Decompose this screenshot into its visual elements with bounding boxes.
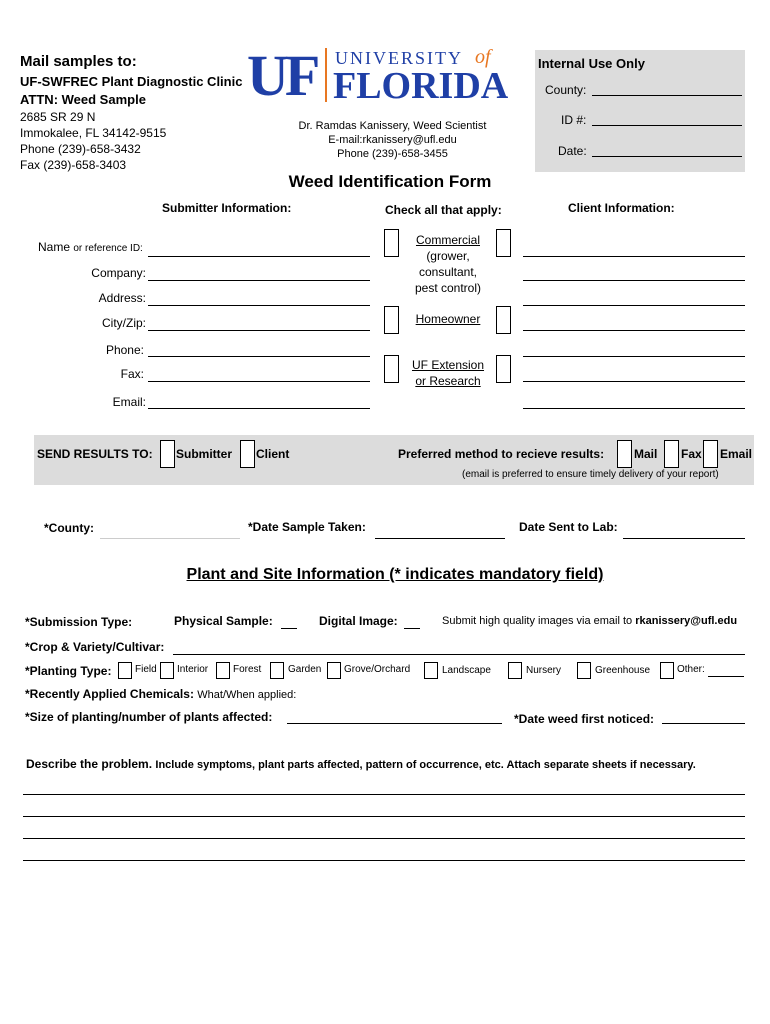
extension-checkbox-client[interactable] — [496, 355, 511, 383]
describe-row — [26, 757, 696, 771]
email-checkbox[interactable] — [703, 440, 718, 468]
planting-type-label: *Planting Type: — [25, 664, 112, 678]
client-line-5[interactable] — [523, 356, 745, 357]
submitter-email-line[interactable] — [148, 408, 370, 409]
mail-heading: Mail samples to: — [20, 53, 137, 70]
client-line-3[interactable] — [523, 305, 745, 306]
physical-sample-line[interactable] — [281, 628, 297, 629]
forest-checkbox[interactable] — [216, 662, 230, 679]
describe-line-3[interactable] — [23, 838, 745, 839]
submitter-name-label — [38, 240, 143, 254]
date-taken-line[interactable] — [375, 538, 505, 539]
submit-note-text: Submit high quality images via email to — [442, 615, 633, 627]
client-heading: Client Information: — [568, 201, 675, 215]
client-line-1[interactable] — [523, 256, 745, 257]
commercial-checkbox-client[interactable] — [496, 229, 511, 257]
client-line-4[interactable] — [523, 330, 745, 331]
interior-checkbox[interactable] — [160, 662, 174, 679]
submitter-fax-line[interactable] — [148, 381, 370, 382]
physical-sample-label: Physical Sample: — [174, 614, 273, 628]
email-label: Email: — [112, 395, 146, 409]
internal-use-box — [535, 50, 745, 172]
mail-fax: Fax (239)-658-3403 — [20, 158, 127, 172]
plant-site-heading: Plant and Site Information (* indicates mandatory field) — [186, 566, 604, 583]
check-heading: Check all that apply: — [385, 203, 502, 217]
mail-checkbox[interactable] — [617, 440, 632, 468]
homeowner-checkbox-submitter[interactable] — [384, 306, 399, 334]
greenhouse-label: Greenhouse — [595, 665, 651, 676]
email-preferred-note: (email is preferred to ensure timely delivery of your report) — [462, 469, 719, 480]
contact-phone: Phone (239)-658-3455 — [337, 148, 448, 160]
cityzip-label: City/Zip: — [101, 316, 146, 330]
digital-image-label: Digital Image: — [319, 614, 398, 628]
landscape-checkbox[interactable] — [424, 662, 438, 679]
interior-label: Interior — [177, 664, 209, 675]
extension-line-1: UF Extension — [411, 358, 485, 372]
extension-checkbox-submitter[interactable] — [384, 355, 399, 383]
commercial-line-4: pest control) — [414, 281, 482, 295]
date-sent-line[interactable] — [623, 538, 745, 539]
uf-logo — [247, 43, 517, 108]
homeowner-checkbox-client[interactable] — [496, 306, 511, 334]
mail-attn: ATTN: Weed Sample — [20, 92, 146, 107]
internal-date-label: Date: — [558, 144, 587, 158]
fax-label: Fax — [681, 447, 702, 461]
mail-city: Immokalee, FL 34142-9515 — [20, 126, 167, 140]
field-checkbox[interactable] — [118, 662, 132, 679]
nursery-checkbox[interactable] — [508, 662, 522, 679]
extension-label — [398, 357, 498, 389]
address-label: Address: — [98, 291, 146, 305]
submitter-address-line[interactable] — [148, 305, 370, 306]
date-sent-label: Date Sent to Lab: — [519, 520, 618, 534]
chemicals-label: *Recently Applied Chemicals: — [25, 687, 194, 701]
describe-line-4[interactable] — [23, 860, 745, 861]
crop-label: *Crop & Variety/Cultivar: — [25, 640, 165, 654]
uf-letters: UF — [247, 43, 317, 108]
date-taken-label: *Date Sample Taken: — [248, 520, 366, 534]
chemicals-small-label: What/When applied: — [197, 689, 297, 701]
submitter-phone-line[interactable] — [148, 356, 370, 357]
extension-line-2: or Research — [415, 374, 481, 388]
send-submitter-label: Submitter — [176, 447, 233, 461]
submission-type-label: *Submission Type: — [25, 615, 133, 629]
send-submitter-checkbox[interactable] — [160, 440, 175, 468]
digital-image-line[interactable] — [404, 628, 420, 629]
first-noticed-label: *Date weed first noticed: — [514, 712, 655, 726]
mail-street: 2685 SR 29 N — [20, 110, 96, 124]
garden-label: Garden — [288, 664, 322, 675]
nursery-label: Nursery — [526, 665, 562, 676]
other-checkbox[interactable] — [660, 662, 674, 679]
internal-date-line[interactable] — [592, 156, 742, 157]
internal-county-line[interactable] — [592, 95, 742, 96]
landscape-label: Landscape — [442, 665, 491, 676]
internal-title: Internal Use Only — [538, 56, 645, 71]
describe-line-2[interactable] — [23, 816, 745, 817]
submitter-name-line[interactable] — [148, 256, 370, 257]
other-label: Other: — [677, 664, 705, 675]
internal-id-label: ID #: — [561, 113, 587, 127]
phone-label: Phone: — [105, 343, 144, 357]
logo-university: UNIVERSITY — [335, 48, 463, 68]
commercial-line-1: Commercial — [415, 233, 480, 247]
other-line[interactable] — [708, 676, 744, 677]
send-results-label: SEND RESULTS TO: — [37, 447, 153, 461]
name-small-label: or reference ID: — [73, 243, 143, 254]
commercial-line-2: (grower, — [426, 249, 470, 263]
send-client-label: Client — [256, 447, 290, 461]
describe-bold: Describe the problem. — [26, 757, 153, 771]
field-label: Field — [135, 664, 157, 675]
internal-id-line[interactable] — [592, 125, 742, 126]
internal-county-label: County: — [545, 83, 587, 97]
mail-label: Mail — [634, 447, 658, 461]
contact-email: E-mail:rkanissery@ufl.edu — [328, 134, 457, 146]
homeowner-label: Homeowner — [415, 312, 481, 326]
send-client-checkbox[interactable] — [240, 440, 255, 468]
company-label: Company: — [91, 266, 146, 280]
crop-line[interactable] — [173, 654, 745, 655]
logo-divider — [325, 48, 327, 102]
preferred-label: Preferred method to recieve results: — [398, 447, 605, 461]
commercial-checkbox-submitter[interactable] — [384, 229, 399, 257]
forest-label: Forest — [233, 664, 262, 675]
mail-phone: Phone (239)-658-3432 — [20, 142, 141, 156]
county-line[interactable] — [100, 538, 240, 539]
client-line-7[interactable] — [523, 408, 745, 409]
client-line-6[interactable] — [523, 381, 745, 382]
size-line[interactable] — [287, 723, 502, 724]
greenhouse-checkbox[interactable] — [577, 662, 591, 679]
mail-clinic: UF-SWFREC Plant Diagnostic Clinic — [20, 74, 243, 89]
grove-label: Grove/Orchard — [344, 664, 411, 675]
describe-line-1[interactable] — [23, 794, 745, 795]
email-pref-label: Email — [720, 447, 753, 461]
fax-checkbox[interactable] — [664, 440, 679, 468]
submitter-heading: Submitter Information: — [162, 201, 292, 215]
county-label: *County: — [44, 521, 94, 535]
logo-of: of — [475, 46, 491, 68]
client-line-2[interactable] — [523, 280, 745, 281]
commercial-label — [398, 232, 498, 296]
send-results-band — [34, 435, 754, 485]
submitter-cityzip-line[interactable] — [148, 330, 370, 331]
commercial-line-3: consultant, — [418, 265, 478, 279]
first-noticed-line[interactable] — [662, 723, 745, 724]
fax-label: Fax: — [120, 367, 144, 381]
submit-note-email: rkanissery@ufl.edu — [635, 615, 738, 627]
name-label: Name — [38, 240, 71, 254]
submit-note — [442, 615, 737, 627]
submitter-company-line[interactable] — [148, 280, 370, 281]
contact-name: Dr. Ramdas Kanissery, Weed Scientist — [298, 120, 487, 132]
logo-florida: FLORIDA — [333, 65, 509, 107]
grove-checkbox[interactable] — [327, 662, 341, 679]
form-title: Weed Identification Form — [288, 172, 492, 191]
garden-checkbox[interactable] — [270, 662, 284, 679]
chemicals-row — [25, 687, 296, 701]
size-label: *Size of planting/number of plants affected: — [25, 710, 273, 724]
describe-rest: Include symptoms, plant parts affected, pattern of occurrence, etc. Attach separate sheets if necessary. — [155, 759, 696, 771]
